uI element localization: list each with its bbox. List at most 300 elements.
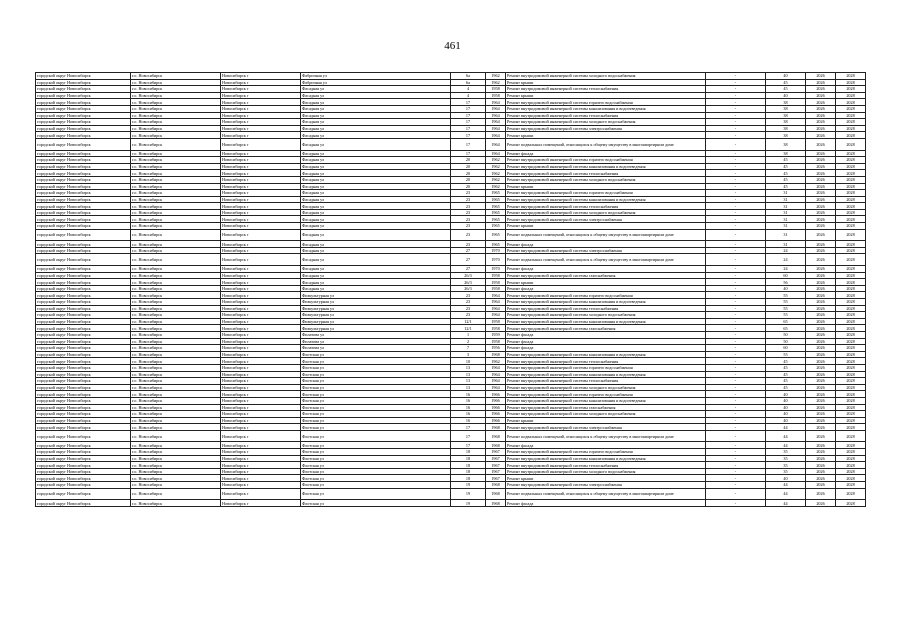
value-cell: 38 (766, 105, 806, 112)
work-type-cell: Ремонт внутридомовой инженерной системы теплоснабжения (506, 358, 706, 365)
settlement-cell: г.о. Новосибирск (131, 92, 221, 99)
build-year-cell: 1966 (486, 404, 506, 411)
work-type-cell: Ремонт фасада (506, 241, 706, 248)
house-number-cell: 16 (451, 411, 486, 418)
page-number: 461 (444, 40, 461, 52)
settlement-cell: г.о. Новосибирск (131, 163, 221, 170)
city-cell: Новосибирск г (221, 247, 301, 254)
table-row (36, 119, 866, 126)
municipal-district-cell: городской округ Новосибирск (36, 325, 131, 332)
city-cell: Новосибирск г (221, 378, 301, 385)
build-year-cell: 1964 (486, 299, 506, 306)
settlement-cell: г.о. Новосибирск (131, 475, 221, 482)
start-year-cell: 2026 (806, 500, 836, 507)
work-type-cell: Ремонт крыши (506, 183, 706, 190)
value-cell: 31 (766, 241, 806, 248)
street-cell: Фасадная ул (301, 132, 451, 139)
street-cell: Фасадная ул (301, 229, 451, 241)
work-type-cell: Ремонт внутридомовой инженерной системы канализования и водоотведения (506, 105, 706, 112)
municipal-district-cell: городской округ Новосибирск (36, 203, 131, 210)
start-year-cell: 2026 (806, 150, 836, 157)
street-cell: Флотская ул (301, 424, 451, 431)
street-cell: Фабричная ул (301, 73, 451, 80)
marker-cell: - (706, 312, 766, 319)
marker-cell: - (706, 183, 766, 190)
settlement-cell: г.о. Новосибирск (131, 331, 221, 338)
build-year-cell: 1967 (486, 455, 506, 462)
settlement-cell: г.о. Новосибирск (131, 430, 221, 442)
city-cell: Новосибирск г (221, 183, 301, 190)
work-type-cell: Ремонт внутридомовой инженерной системы газоснабжения (506, 325, 706, 332)
municipal-district-cell: городской округ Новосибирск (36, 138, 131, 150)
value-cell: 55 (766, 351, 806, 358)
house-number-cell: 20 (451, 176, 486, 183)
house-number-cell: 18 (451, 475, 486, 482)
street-cell: Флотская ул (301, 397, 451, 404)
table-row (36, 183, 866, 190)
marker-cell: - (706, 475, 766, 482)
value-cell: 38 (766, 150, 806, 157)
table-row (36, 345, 866, 352)
work-type-cell: Ремонт внутридомовой инженерной системы канализования и водоотведения (506, 397, 706, 404)
end-year-cell: 2028 (836, 79, 866, 86)
street-cell: Флотская ул (301, 462, 451, 469)
value-cell: 40 (766, 404, 806, 411)
settlement-cell: г.о. Новосибирск (131, 170, 221, 177)
build-year-cell: 1962 (486, 183, 506, 190)
street-cell: Флотская ул (301, 384, 451, 391)
end-year-cell: 2028 (836, 285, 866, 292)
end-year-cell: 2028 (836, 455, 866, 462)
municipal-district-cell: городской округ Новосибирск (36, 196, 131, 203)
end-year-cell: 2028 (836, 183, 866, 190)
work-type-cell: Ремонт внутридомовой инженерной системы теплоснабжения (506, 112, 706, 119)
municipal-district-cell: городской округ Новосибирск (36, 500, 131, 507)
city-cell: Новосибирск г (221, 92, 301, 99)
start-year-cell: 2026 (806, 358, 836, 365)
start-year-cell: 2026 (806, 190, 836, 197)
value-cell: 35 (766, 455, 806, 462)
value-cell: 44 (766, 442, 806, 449)
end-year-cell: 2028 (836, 449, 866, 456)
city-cell: Новосибирск г (221, 223, 301, 230)
municipal-district-cell: городской округ Новосибирск (36, 417, 131, 424)
start-year-cell: 2026 (806, 397, 836, 404)
house-number-cell: 23 (451, 223, 486, 230)
end-year-cell: 2028 (836, 351, 866, 358)
municipal-district-cell: городской округ Новосибирск (36, 482, 131, 489)
end-year-cell: 2028 (836, 331, 866, 338)
marker-cell: - (706, 442, 766, 449)
house-number-cell: 20 (451, 170, 486, 177)
end-year-cell: 2028 (836, 462, 866, 469)
build-year-cell: 1968 (486, 488, 506, 500)
value-cell: 45 (766, 364, 806, 371)
start-year-cell: 2026 (806, 119, 836, 126)
house-number-cell: 26/3 (451, 272, 486, 279)
marker-cell: - (706, 170, 766, 177)
start-year-cell: 2026 (806, 279, 836, 286)
end-year-cell: 2028 (836, 272, 866, 279)
table-row (36, 190, 866, 197)
city-cell: Новосибирск г (221, 397, 301, 404)
city-cell: Новосибирск г (221, 312, 301, 319)
street-cell: Флотская ул (301, 442, 451, 449)
work-type-cell: Ремонт крыши (506, 475, 706, 482)
value-cell: 35 (766, 449, 806, 456)
marker-cell: - (706, 417, 766, 424)
house-number-cell: 23 (451, 292, 486, 299)
value-cell: 45 (766, 176, 806, 183)
value-cell: 45 (766, 358, 806, 365)
municipal-district-cell: городской округ Новосибирск (36, 209, 131, 216)
city-cell: Новосибирск г (221, 364, 301, 371)
settlement-cell: г.о. Новосибирск (131, 223, 221, 230)
settlement-cell: г.о. Новосибирск (131, 99, 221, 106)
municipal-district-cell: городской округ Новосибирск (36, 358, 131, 365)
build-year-cell: 1964 (486, 371, 506, 378)
settlement-cell: г.о. Новосибирск (131, 338, 221, 345)
work-type-cell: Ремонт внутридомовой инженерной системы горячего водоснабжения (506, 190, 706, 197)
end-year-cell: 2028 (836, 138, 866, 150)
street-cell: Фасадная ул (301, 138, 451, 150)
street-cell: Физкультурная ул (301, 305, 451, 312)
city-cell: Новосибирск г (221, 462, 301, 469)
municipal-district-cell: городской округ Новосибирск (36, 132, 131, 139)
city-cell: Новосибирск г (221, 190, 301, 197)
start-year-cell: 2026 (806, 417, 836, 424)
street-cell: Флотская ул (301, 455, 451, 462)
work-type-cell: Ремонт внутридомовой инженерной системы канализования и водоотведения (506, 299, 706, 306)
street-cell: Фабричная ул (301, 79, 451, 86)
value-cell: 44 (766, 500, 806, 507)
marker-cell: - (706, 397, 766, 404)
settlement-cell: г.о. Новосибирск (131, 424, 221, 431)
build-year-cell: 1959 (486, 331, 506, 338)
street-cell: Фасадная ул (301, 247, 451, 254)
municipal-district-cell: городской округ Новосибирск (36, 247, 131, 254)
city-cell: Новосибирск г (221, 241, 301, 248)
settlement-cell: г.о. Новосибирск (131, 254, 221, 266)
build-year-cell: 1962 (486, 163, 506, 170)
municipal-district-cell: городской округ Новосибирск (36, 364, 131, 371)
work-type-cell: Ремонт подвальных помещений, относящихся к общему имуществу в многоквартирном доме (506, 229, 706, 241)
start-year-cell: 2026 (806, 404, 836, 411)
start-year-cell: 2026 (806, 170, 836, 177)
city-cell: Новосибирск г (221, 196, 301, 203)
work-type-cell: Ремонт фасада (506, 266, 706, 273)
municipal-district-cell: городской округ Новосибирск (36, 488, 131, 500)
city-cell: Новосибирск г (221, 430, 301, 442)
value-cell: 45 (766, 384, 806, 391)
end-year-cell: 2028 (836, 170, 866, 177)
house-number-cell: 12/1 (451, 325, 486, 332)
settlement-cell: г.о. Новосибирск (131, 351, 221, 358)
street-cell: Физкультурная ул (301, 299, 451, 306)
work-type-cell: Ремонт крыши (506, 132, 706, 139)
work-type-cell: Ремонт крыши (506, 79, 706, 86)
end-year-cell: 2028 (836, 92, 866, 99)
marker-cell: - (706, 157, 766, 164)
value-cell: 40 (766, 92, 806, 99)
start-year-cell: 2026 (806, 305, 836, 312)
build-year-cell: 1966 (486, 391, 506, 398)
table-row (36, 216, 866, 223)
street-cell: Филатова ул (301, 338, 451, 345)
end-year-cell: 2028 (836, 254, 866, 266)
table-row (36, 299, 866, 306)
value-cell: 44 (766, 482, 806, 489)
city-cell: Новосибирск г (221, 132, 301, 139)
street-cell: Фасадная ул (301, 285, 451, 292)
build-year-cell: 1965 (486, 196, 506, 203)
municipal-district-cell: городской округ Новосибирск (36, 442, 131, 449)
marker-cell: - (706, 364, 766, 371)
build-year-cell: 1968 (486, 351, 506, 358)
street-cell: Физкультурная ул (301, 325, 451, 332)
municipal-district-cell: городской округ Новосибирск (36, 430, 131, 442)
marker-cell: - (706, 79, 766, 86)
city-cell: Новосибирск г (221, 86, 301, 93)
build-year-cell: 1965 (486, 209, 506, 216)
house-number-cell: 23 (451, 196, 486, 203)
municipal-district-cell: городской округ Новосибирск (36, 404, 131, 411)
end-year-cell: 2028 (836, 209, 866, 216)
work-type-cell: Ремонт внутридомовой инженерной системы канализования и водоотведения (506, 318, 706, 325)
house-number-cell: 27 (451, 254, 486, 266)
house-number-cell: 13 (451, 378, 486, 385)
marker-cell: - (706, 500, 766, 507)
city-cell: Новосибирск г (221, 482, 301, 489)
build-year-cell: 1965 (486, 216, 506, 223)
street-cell: Флотская ул (301, 500, 451, 507)
marker-cell: - (706, 92, 766, 99)
build-year-cell: 1966 (486, 411, 506, 418)
value-cell: 24 (766, 266, 806, 273)
marker-cell: - (706, 272, 766, 279)
end-year-cell: 2028 (836, 364, 866, 371)
start-year-cell: 2026 (806, 105, 836, 112)
build-year-cell: 1964 (486, 112, 506, 119)
value-cell: 45 (766, 378, 806, 385)
street-cell: Филатова ул (301, 331, 451, 338)
build-year-cell: 1970 (486, 266, 506, 273)
municipal-district-cell: городской округ Новосибирск (36, 455, 131, 462)
value-cell: 45 (766, 79, 806, 86)
settlement-cell: г.о. Новосибирск (131, 391, 221, 398)
marker-cell: - (706, 371, 766, 378)
work-type-cell: Ремонт внутридомовой инженерной системы холодного водоснабжения (506, 119, 706, 126)
start-year-cell: 2026 (806, 73, 836, 80)
marker-cell: - (706, 411, 766, 418)
end-year-cell: 2028 (836, 305, 866, 312)
table-row (36, 105, 866, 112)
city-cell: Новосибирск г (221, 488, 301, 500)
table-row (36, 86, 866, 93)
city-cell: Новосибирск г (221, 424, 301, 431)
table-row (36, 482, 866, 489)
marker-cell: - (706, 384, 766, 391)
city-cell: Новосибирск г (221, 229, 301, 241)
table-row (36, 430, 866, 442)
build-year-cell: 1966 (486, 417, 506, 424)
work-type-cell: Ремонт крыши (506, 279, 706, 286)
municipal-district-cell: городской округ Новосибирск (36, 190, 131, 197)
marker-cell: - (706, 247, 766, 254)
work-type-cell: Ремонт внутридомовой инженерной системы канализования и водоотведения (506, 455, 706, 462)
house-number-cell: 4 (451, 92, 486, 99)
street-cell: Фасадная ул (301, 176, 451, 183)
city-cell: Новосибирск г (221, 216, 301, 223)
house-number-cell: 16 (451, 397, 486, 404)
street-cell: Фасадная ул (301, 279, 451, 286)
table-row (36, 500, 866, 507)
end-year-cell: 2028 (836, 371, 866, 378)
street-cell: Флотская ул (301, 404, 451, 411)
city-cell: Новосибирск г (221, 305, 301, 312)
marker-cell: - (706, 229, 766, 241)
settlement-cell: г.о. Новосибирск (131, 488, 221, 500)
street-cell: Флотская ул (301, 417, 451, 424)
house-number-cell: 23 (451, 299, 486, 306)
city-cell: Новосибирск г (221, 455, 301, 462)
city-cell: Новосибирск г (221, 411, 301, 418)
value-cell: 40 (766, 285, 806, 292)
start-year-cell: 2026 (806, 132, 836, 139)
table-row (36, 325, 866, 332)
municipal-district-cell: городской округ Новосибирск (36, 391, 131, 398)
settlement-cell: г.о. Новосибирск (131, 272, 221, 279)
work-type-cell: Ремонт внутридомовой инженерной системы электроснабжения (506, 482, 706, 489)
municipal-district-cell: городской округ Новосибирск (36, 92, 131, 99)
end-year-cell: 2028 (836, 132, 866, 139)
house-number-cell: 18 (451, 468, 486, 475)
city-cell: Новосибирск г (221, 285, 301, 292)
house-number-cell: 23 (451, 216, 486, 223)
settlement-cell: г.о. Новосибирск (131, 209, 221, 216)
settlement-cell: г.о. Новосибирск (131, 299, 221, 306)
marker-cell: - (706, 112, 766, 119)
build-year-cell: 1962 (486, 176, 506, 183)
end-year-cell: 2028 (836, 430, 866, 442)
table-row (36, 404, 866, 411)
work-type-cell: Ремонт внутридомовой инженерной системы теплоснабжения (506, 305, 706, 312)
end-year-cell: 2028 (836, 468, 866, 475)
start-year-cell: 2026 (806, 241, 836, 248)
house-number-cell: 16 (451, 391, 486, 398)
settlement-cell: г.о. Новосибирск (131, 132, 221, 139)
table-row (36, 312, 866, 319)
start-year-cell: 2026 (806, 196, 836, 203)
municipal-district-cell: городской округ Новосибирск (36, 397, 131, 404)
build-year-cell: 1962 (486, 170, 506, 177)
build-year-cell: 1964 (486, 132, 506, 139)
build-year-cell: 1970 (486, 254, 506, 266)
settlement-cell: г.о. Новосибирск (131, 229, 221, 241)
start-year-cell: 2026 (806, 299, 836, 306)
city-cell: Новосибирск г (221, 209, 301, 216)
build-year-cell: 1965 (486, 241, 506, 248)
city-cell: Новосибирск г (221, 112, 301, 119)
municipal-district-cell: городской округ Новосибирск (36, 125, 131, 132)
table-row (36, 338, 866, 345)
value-cell: 35 (766, 462, 806, 469)
work-type-cell: Ремонт внутридомовой инженерной системы теплоснабжения (506, 170, 706, 177)
start-year-cell: 2026 (806, 209, 836, 216)
marker-cell: - (706, 279, 766, 286)
table-row (36, 397, 866, 404)
start-year-cell: 2026 (806, 430, 836, 442)
marker-cell: - (706, 482, 766, 489)
work-type-cell: Ремонт внутридомовой инженерной системы электроснабжения (506, 424, 706, 431)
marker-cell: - (706, 190, 766, 197)
marker-cell: - (706, 455, 766, 462)
build-year-cell: 1964 (486, 384, 506, 391)
marker-cell: - (706, 119, 766, 126)
marker-cell: - (706, 99, 766, 106)
start-year-cell: 2026 (806, 157, 836, 164)
city-cell: Новосибирск г (221, 345, 301, 352)
value-cell: 55 (766, 305, 806, 312)
settlement-cell: г.о. Новосибирск (131, 79, 221, 86)
settlement-cell: г.о. Новосибирск (131, 384, 221, 391)
city-cell: Новосибирск г (221, 358, 301, 365)
start-year-cell: 2026 (806, 331, 836, 338)
end-year-cell: 2028 (836, 338, 866, 345)
end-year-cell: 2028 (836, 488, 866, 500)
value-cell: 60 (766, 345, 806, 352)
table-row (36, 455, 866, 462)
start-year-cell: 2026 (806, 247, 836, 254)
work-type-cell: Ремонт фасада (506, 442, 706, 449)
municipal-district-cell: городской округ Новосибирск (36, 424, 131, 431)
street-cell: Фасадная ул (301, 119, 451, 126)
city-cell: Новосибирск г (221, 449, 301, 456)
municipal-district-cell: городской округ Новосибирск (36, 150, 131, 157)
build-year-cell: 1965 (486, 203, 506, 210)
end-year-cell: 2028 (836, 378, 866, 385)
value-cell: 38 (766, 112, 806, 119)
city-cell: Новосибирск г (221, 292, 301, 299)
work-type-cell: Ремонт внутридомовой инженерной системы холодного водоснабжения (506, 411, 706, 418)
house-number-cell: 23 (451, 209, 486, 216)
work-type-cell: Ремонт внутридомовой инженерной системы электроснабжения (506, 125, 706, 132)
settlement-cell: г.о. Новосибирск (131, 247, 221, 254)
city-cell: Новосибирск г (221, 157, 301, 164)
build-year-cell: 1968 (486, 482, 506, 489)
work-type-cell: Ремонт подвальных помещений, относящихся к общему имуществу в многоквартирном доме (506, 138, 706, 150)
house-number-cell: 17 (451, 99, 486, 106)
end-year-cell: 2028 (836, 424, 866, 431)
build-year-cell: 1958 (486, 318, 506, 325)
value-cell: 31 (766, 190, 806, 197)
work-type-cell: Ремонт внутридомовой инженерной системы газоснабжения (506, 272, 706, 279)
work-type-cell: Ремонт внутридомовой инженерной системы холодного водоснабжения (506, 468, 706, 475)
house-number-cell: 20 (451, 157, 486, 164)
settlement-cell: г.о. Новосибирск (131, 266, 221, 273)
house-number-cell: 17 (451, 132, 486, 139)
house-number-cell: 2 (451, 338, 486, 345)
table-row (36, 157, 866, 164)
settlement-cell: г.о. Новосибирск (131, 312, 221, 319)
start-year-cell: 2026 (806, 92, 836, 99)
municipal-district-cell: городской округ Новосибирск (36, 299, 131, 306)
work-type-cell: Ремонт внутридомовой инженерной системы канализования и водоотведения (506, 371, 706, 378)
settlement-cell: г.о. Новосибирск (131, 411, 221, 418)
house-number-cell: 23 (451, 305, 486, 312)
municipal-district-cell: городской округ Новосибирск (36, 105, 131, 112)
work-type-cell: Ремонт крыши (506, 92, 706, 99)
